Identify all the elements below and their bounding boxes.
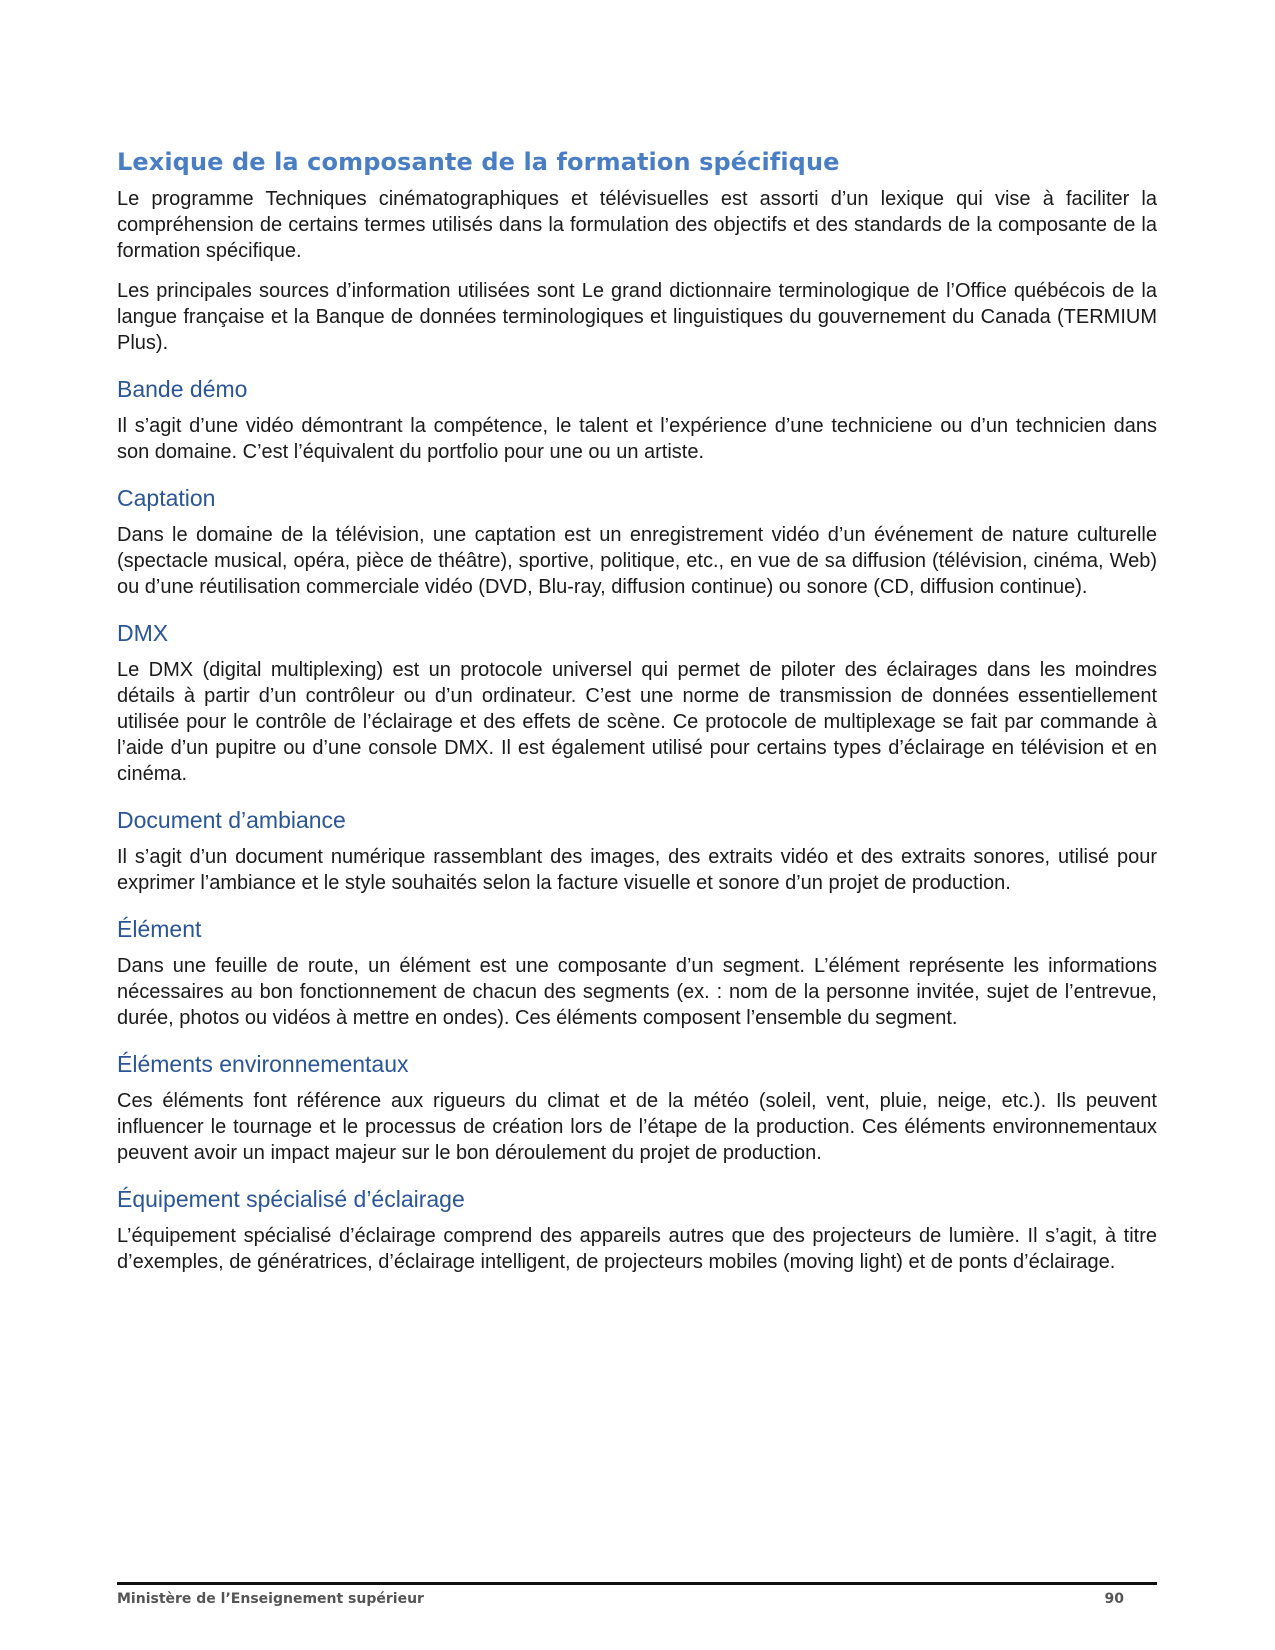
glossary-entry — [117, 1186, 1157, 1275]
glossary-definition: Ces éléments font référence aux rigueurs du climat et de la météo (soleil, vent, pluie, neige, etc.). Ils peuvent influencer le tournage et le processus de création lors de l’étape de la production. Ces éléments environnementaux peuvent avoir un impact majeur sur le bon déroulement du projet de production. — [117, 1090, 1157, 1164]
glossary-definition: Il s’agit d’une vidéo démontrant la compétence, le talent et l’expérience d’une techniciene ou d’un technicien dans son domaine. C’est l’équivalent du portfolio pour une ou un artiste. — [117, 415, 1157, 463]
glossary-term: DMX — [117, 620, 169, 646]
intro-paragraph: Les principales sources d’information utilisées sont Le grand dictionnaire terminologique de l’Office québécois de la langue française et la Banque de données terminologiques et linguistiques du gouvernement du Canada (TERMIUM Plus). — [117, 280, 1157, 354]
document-body — [117, 148, 1157, 1289]
glossary-definition: Dans une feuille de route, un élément est une composante d’un segment. L’élément représente les informations nécessaires au bon fonctionnement de chacun des segments (ex. : nom de la personne invitée, sujet de l’entrevue, durée, photos ou vidéos à mettre en ondes). Ces éléments composent l’ensemble du segment. — [117, 955, 1157, 1029]
glossary-entry — [117, 807, 1157, 896]
intro-paragraph: Le programme Techniques cinématographiques et télévisuelles est assorti d’un lexique qui vise à faciliter la compréhension de certains termes utilisés dans la formulation des objectifs et des standards de la composante de la formation spécifique. — [117, 188, 1157, 262]
glossary-definition: Dans le domaine de la télévision, une captation est un enregistrement vidéo d’un événement de nature culturelle (spectacle musical, opéra, pièce de théâtre), sportive, politique, etc., en vue de sa diffusion (télévision, cinéma, Web) ou d’une réutilisation commerciale vidéo (DVD, Blu-ray, diffusion continue) ou sonore (CD, diffusion continue). — [117, 524, 1157, 598]
page-number: 90 — [1104, 1591, 1124, 1607]
glossary-term: Document d’ambiance — [117, 807, 346, 833]
page-footer — [117, 1582, 1157, 1607]
glossary-term: Bande démo — [117, 376, 248, 402]
footer-organization: Ministère de l’Enseignement supérieur — [117, 1591, 424, 1607]
glossary-term: Éléments environnementaux — [117, 1051, 409, 1077]
glossary-term: Captation — [117, 485, 216, 511]
page-title: Lexique de la composante de la formation spécifique — [117, 148, 840, 176]
glossary-definition: Il s’agit d’un document numérique rassemblant des images, des extraits vidéo et des extraits sonores, utilisé pour exprimer l’ambiance et le style souhaités selon la facture visuelle et sonore d’un projet de production. — [117, 846, 1157, 894]
glossary-definition: L’équipement spécialisé d’éclairage comprend des appareils autres que des projecteurs de lumière. Il s’agit, à titre d’exemples, de génératrices, d’éclairage intelligent, de projecteurs mobiles (moving light) et de ponts d’éclairage. — [117, 1225, 1157, 1273]
glossary-entry — [117, 485, 1157, 600]
glossary-entry — [117, 620, 1157, 787]
glossary-entry — [117, 1051, 1157, 1166]
glossary-entry — [117, 916, 1157, 1031]
glossary-entry — [117, 376, 1157, 465]
glossary-term: Élément — [117, 916, 202, 942]
glossary-term: Équipement spécialisé d’éclairage — [117, 1186, 465, 1212]
glossary-definition: Le DMX (digital multiplexing) est un protocole universel qui permet de piloter des éclairages dans les moindres détails à partir d’un contrôleur ou d’un ordinateur. C’est une norme de transmission de données essentiellement utilisée pour le contrôle de l’éclairage et des effets de scène. Ce protocole de multiplexage se fait par commande à l’aide d’un pupitre ou d’une console DMX. Il est également utilisé pour certains types d’éclairage en télévision et en cinéma. — [117, 659, 1157, 785]
